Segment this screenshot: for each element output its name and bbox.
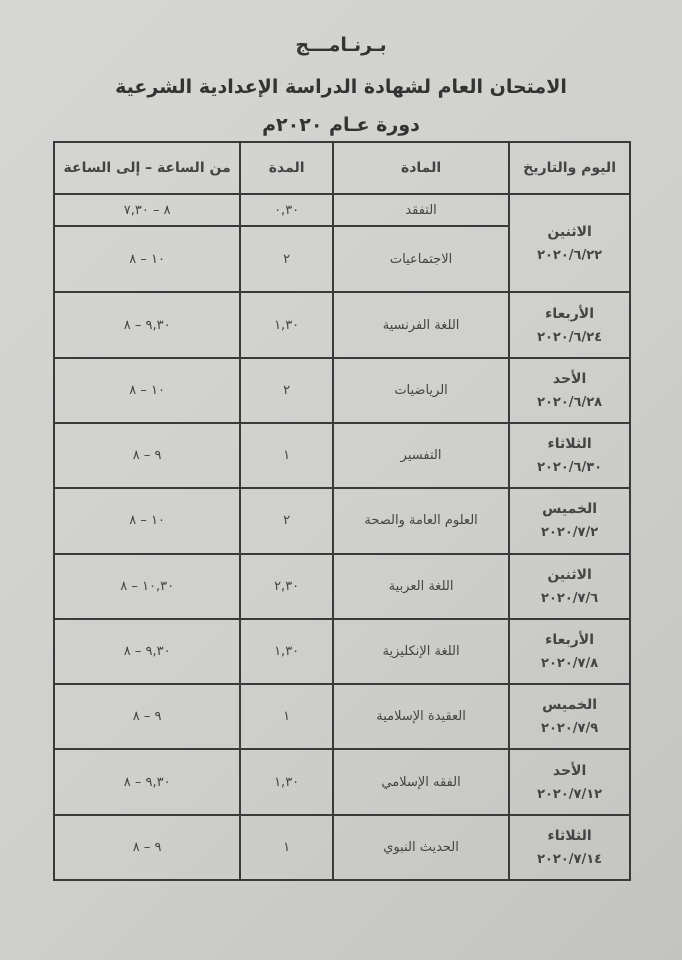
day-name: الاثنين <box>547 566 592 583</box>
duration-value: ٢ <box>283 513 291 529</box>
subject-cell <box>333 749 509 814</box>
exam-date: ٢٠٢٠/٧/٦ <box>541 590 599 606</box>
day-date-cell <box>509 194 630 292</box>
day-name: الأربعاء <box>545 305 595 322</box>
day-date-cell <box>509 292 630 357</box>
duration-value: ١ <box>283 709 291 725</box>
exam-date: ٢٠٢٠/٧/١٤ <box>537 851 603 867</box>
duration-value: ٢ <box>283 251 291 267</box>
day-date-cell <box>509 554 630 619</box>
duration-cell <box>240 554 333 619</box>
document-subtitle: الامتحان العام لشهادة الدراسة الإعدادية الشرعية <box>115 76 567 98</box>
time-value: ١٠ – ٨ <box>129 382 166 398</box>
duration-value: ٢ <box>283 382 291 398</box>
day-date-cell <box>509 358 630 423</box>
duration-cell <box>240 488 333 553</box>
subject-value: العقيدة الإسلامية <box>376 709 466 725</box>
column-header-subject: المادة <box>333 142 509 194</box>
subject-value: اللغة العربية <box>388 578 454 594</box>
duration-cell <box>240 358 333 423</box>
subject-cell <box>333 684 509 749</box>
duration-cell <box>240 749 333 814</box>
exam-date: ٢٠٢٠/٧/١٢ <box>537 786 603 802</box>
day-name: الاثنين <box>547 223 592 240</box>
day-date-cell <box>509 488 630 553</box>
subject-value: التفسير <box>400 448 442 464</box>
table-row <box>54 423 630 488</box>
time-cell <box>54 358 240 423</box>
subject-cell <box>333 815 509 880</box>
exam-date: ٢٠٢٠/٦/٢٨ <box>537 394 603 410</box>
time-value: ٩,٣٠ – ٨ <box>123 774 171 790</box>
subject-cell <box>333 292 509 357</box>
time-value: ٩,٣٠ – ٨ <box>123 317 171 333</box>
subject-value: اللغة الإنكليزية <box>382 643 460 659</box>
duration-value: ٠,٣٠ <box>274 202 300 218</box>
time-cell <box>54 292 240 357</box>
duration-value: ١,٣٠ <box>274 774 300 790</box>
duration-cell <box>240 684 333 749</box>
subject-cell <box>333 226 509 292</box>
time-cell <box>54 488 240 553</box>
time-cell <box>54 226 240 292</box>
time-value: ١٠ – ٨ <box>129 251 166 267</box>
duration-value: ١ <box>283 448 291 464</box>
subject-value: الرياضيات <box>394 382 448 398</box>
column-header-day-date: اليوم والتاريخ <box>509 142 630 194</box>
duration-cell <box>240 292 333 357</box>
subject-cell <box>333 423 509 488</box>
exam-date: ٢٠٢٠/٦/٣٠ <box>537 460 603 476</box>
exam-date: ٢٠٢٠/٦/٢٤ <box>537 329 603 345</box>
day-name: الأحد <box>552 370 587 387</box>
time-value: ١٠,٣٠ – ٨ <box>120 578 175 594</box>
exam-date: ٢٠٢٠/٧/٩ <box>541 721 599 737</box>
exam-date: ٢٠٢٠/٧/٨ <box>541 655 599 671</box>
table-row <box>54 684 630 749</box>
table-row <box>54 619 630 684</box>
day-date-cell <box>509 423 630 488</box>
subject-value: اللغة الفرنسية <box>382 317 460 333</box>
day-name: الثلاثاء <box>547 436 592 453</box>
day-name: الأحد <box>552 762 587 779</box>
time-value: ٨ – ٧,٣٠ <box>123 202 171 218</box>
table-row <box>54 292 630 357</box>
duration-value: ١,٣٠ <box>274 317 300 333</box>
exam-date: ٢٠٢٠/٧/٢ <box>541 525 599 541</box>
time-cell <box>54 423 240 488</box>
subject-value: الاجتماعيات <box>389 251 453 267</box>
time-cell <box>54 619 240 684</box>
day-name: الثلاثاء <box>547 827 592 844</box>
subject-value: الفقه الإسلامي <box>381 774 461 790</box>
subject-cell <box>333 194 509 226</box>
day-date-cell <box>509 619 630 684</box>
day-name: الخميس <box>542 501 598 518</box>
schedule-table <box>53 141 631 881</box>
duration-value: ١ <box>283 839 291 855</box>
time-value: ١٠ – ٨ <box>129 513 166 529</box>
time-value: ٩,٣٠ – ٨ <box>123 643 171 659</box>
subject-cell <box>333 488 509 553</box>
duration-cell <box>240 619 333 684</box>
table-row <box>54 358 630 423</box>
time-cell <box>54 194 240 226</box>
subject-cell <box>333 619 509 684</box>
table-header-row <box>54 142 630 194</box>
duration-cell <box>240 423 333 488</box>
day-name: الأربعاء <box>545 631 595 648</box>
day-name: الخميس <box>542 697 598 714</box>
schedule-body <box>54 194 630 880</box>
exam-date: ٢٠٢٠/٦/٢٢ <box>537 247 603 263</box>
time-cell <box>54 749 240 814</box>
time-cell <box>54 554 240 619</box>
subject-value: العلوم العامة والصحة <box>364 513 478 529</box>
day-date-cell <box>509 749 630 814</box>
subject-cell <box>333 554 509 619</box>
day-date-cell <box>509 684 630 749</box>
subject-value: التفقد <box>405 202 437 218</box>
subject-cell <box>333 358 509 423</box>
duration-cell <box>240 194 333 226</box>
session-title: دورة عـام ٢٠٢٠م <box>262 114 420 136</box>
column-header-time: من الساعة – إلى الساعة <box>54 142 240 194</box>
duration-value: ١,٣٠ <box>274 643 300 659</box>
document-title: بـرنـامـــج <box>295 34 387 56</box>
duration-value: ٢,٣٠ <box>274 578 300 594</box>
day-date-cell <box>509 815 630 880</box>
column-header-duration: المدة <box>240 142 333 194</box>
time-value: ٩ – ٨ <box>132 448 162 464</box>
table-row <box>54 194 630 226</box>
duration-cell <box>240 815 333 880</box>
duration-cell <box>240 226 333 292</box>
table-row <box>54 488 630 553</box>
time-cell <box>54 815 240 880</box>
subject-value: الحديث النبوي <box>383 839 459 855</box>
time-value: ٩ – ٨ <box>132 709 162 725</box>
time-value: ٩ – ٨ <box>132 839 162 855</box>
table-row <box>54 749 630 814</box>
time-cell <box>54 684 240 749</box>
table-row <box>54 815 630 880</box>
table-row <box>54 554 630 619</box>
